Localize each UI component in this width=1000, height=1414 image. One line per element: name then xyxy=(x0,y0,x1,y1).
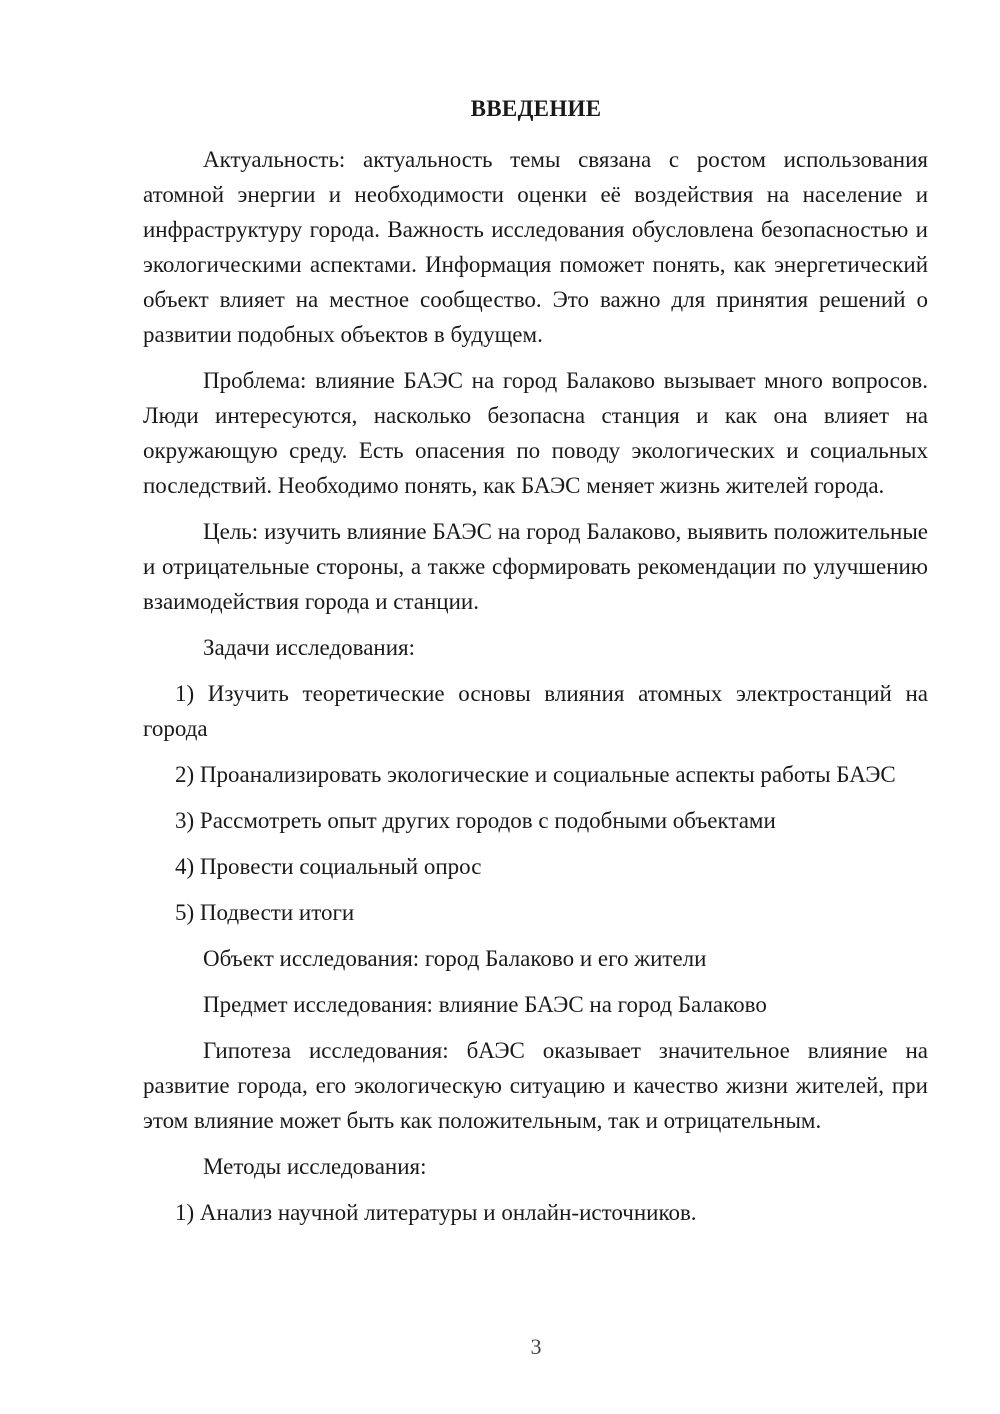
task-item: 2) Проанализировать экологические и социальные аспекты работы БАЭС xyxy=(175,762,896,787)
tasks-heading: Задачи исследования: xyxy=(203,635,416,660)
hypothesis-paragraph: Гипотеза исследования: бАЭС оказывает значительное влияние на развитие города, его экологическую ситуацию и качество жизни жителей, при этом влияние может быть как положительным, так и отрицательным. xyxy=(143,1038,928,1133)
subject-paragraph: Предмет исследования: влияние БАЭС на город Балаково xyxy=(203,992,767,1017)
object-paragraph: Объект исследования: город Балаково и его жители xyxy=(203,946,707,971)
document-body xyxy=(143,142,928,1241)
page-title: ВВЕДЕНИЕ xyxy=(470,96,602,121)
page-number: 3 xyxy=(530,1334,542,1359)
task-item: 4) Провести социальный опрос xyxy=(175,854,482,879)
relevance-paragraph: Актуальность: актуальность темы связана с ростом использования атомной энергии и необходимости оценки её воздействия на население и инфраструктуру города. Важность исследования обусловлена безопасностью и экологическими аспектами. Информация поможет понять, как энергетический объект влияет на местное сообщество. Это важно для принятия решений о развитии подобных объектов в будущем. xyxy=(143,147,928,347)
problem-paragraph: Проблема: влияние БАЭС на город Балаково вызывает много вопросов. Люди интересуются, насколько безопасна станция и как она влияет на окружающую среду. Есть опасения по поводу экологических и социальных последствий. Необходимо понять, как БАЭС меняет жизнь жителей города. xyxy=(143,368,928,498)
task-item: 1) Изучить теоретические основы влияния атомных электростанций на города xyxy=(143,681,928,741)
goal-paragraph: Цель: изучить влияние БАЭС на город Балаково, выявить положительные и отрицательные стороны, а также сформировать рекомендации по улучшению взаимодействия города и станции. xyxy=(143,519,928,614)
task-item: 5) Подвести итоги xyxy=(175,900,355,925)
method-item: 1) Анализ научной литературы и онлайн-источников. xyxy=(175,1200,697,1225)
methods-heading: Методы исследования: xyxy=(203,1154,427,1179)
task-item: 3) Рассмотреть опыт других городов с подобными объектами xyxy=(175,808,776,833)
